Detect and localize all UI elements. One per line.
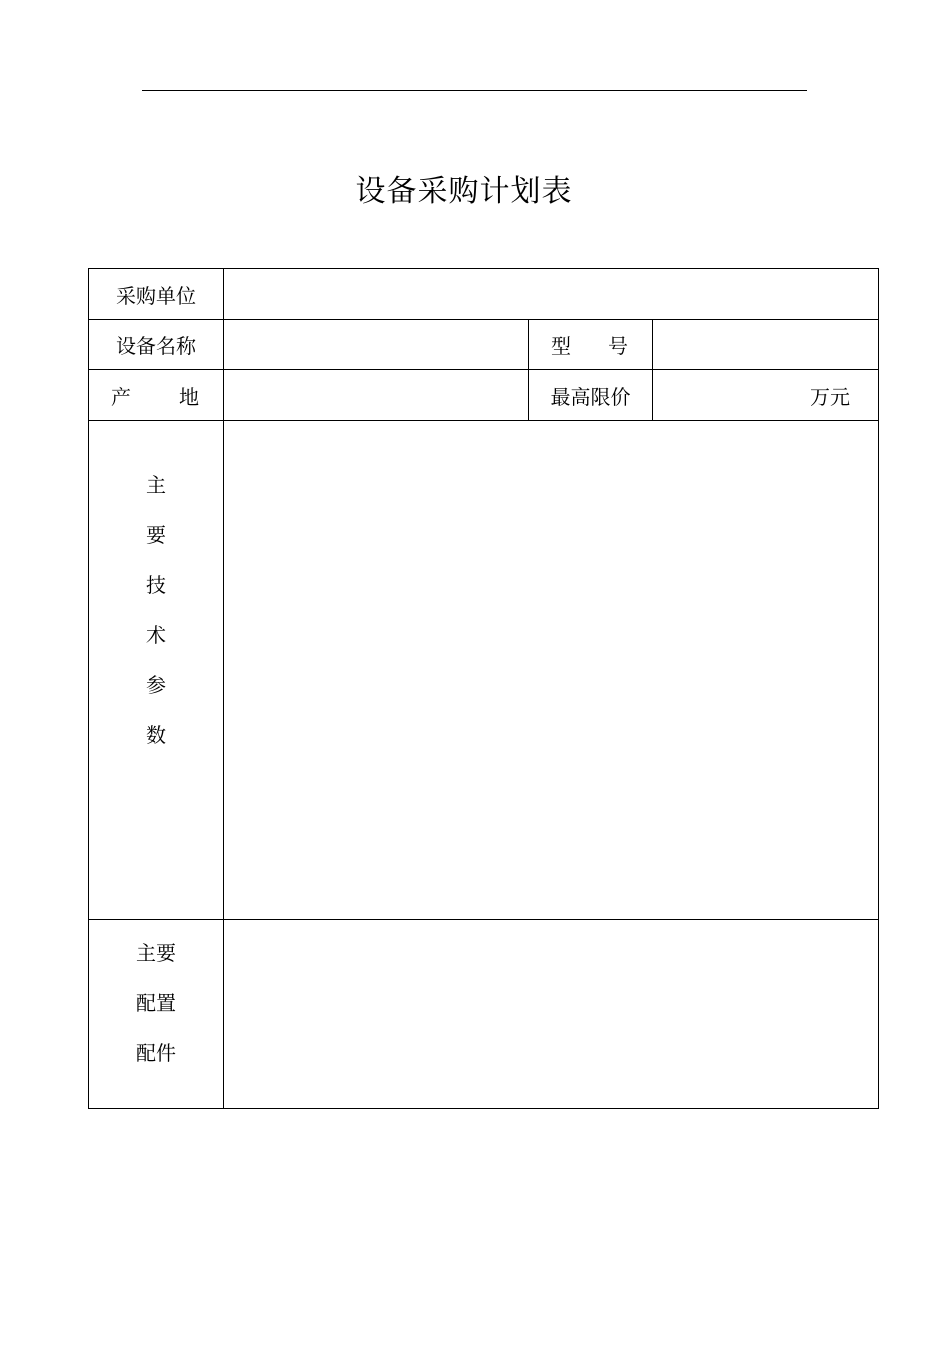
tech-params-label-char: 术 — [146, 623, 166, 647]
equipment-name-field[interactable] — [224, 320, 529, 370]
row-config — [89, 920, 879, 1109]
tech-params-label-char: 参 — [146, 673, 166, 697]
config-label — [89, 920, 224, 1109]
max-price-label: 最高限价 — [529, 370, 653, 421]
config-label-line: 主要 — [136, 941, 176, 965]
origin-label-char: 地 — [179, 384, 199, 409]
model-field[interactable] — [653, 320, 879, 370]
max-price-unit: 万元 — [810, 384, 851, 409]
row-origin — [89, 370, 879, 421]
origin-label — [89, 370, 224, 421]
tech-params-label-char: 数 — [146, 723, 166, 747]
tech-params-label — [89, 421, 224, 920]
purchase-unit-field[interactable] — [224, 269, 879, 320]
tech-params-label-char: 要 — [146, 523, 166, 547]
model-label-char: 型 — [551, 334, 571, 358]
row-purchase-unit — [89, 269, 879, 320]
config-field[interactable] — [224, 920, 879, 1109]
purchase-plan-form — [88, 268, 879, 1109]
tech-params-label-char: 主 — [146, 473, 166, 497]
model-label — [529, 320, 653, 370]
origin-field[interactable] — [224, 370, 529, 421]
config-label-line: 配件 — [136, 1041, 176, 1065]
purchase-unit-label: 采购单位 — [89, 269, 224, 320]
config-label-line: 配置 — [136, 991, 176, 1015]
tech-params-label-char: 技 — [146, 573, 166, 597]
tech-params-field[interactable] — [224, 421, 879, 920]
model-label-char: 号 — [608, 334, 628, 358]
row-equipment-name — [89, 320, 879, 370]
page-title: 设备采购计划表 — [355, 174, 573, 209]
max-price-field[interactable] — [653, 370, 879, 421]
row-tech-params — [89, 421, 879, 920]
equipment-name-label: 设备名称 — [89, 320, 224, 370]
origin-label-char: 产 — [111, 384, 131, 409]
header-rule — [142, 90, 807, 91]
